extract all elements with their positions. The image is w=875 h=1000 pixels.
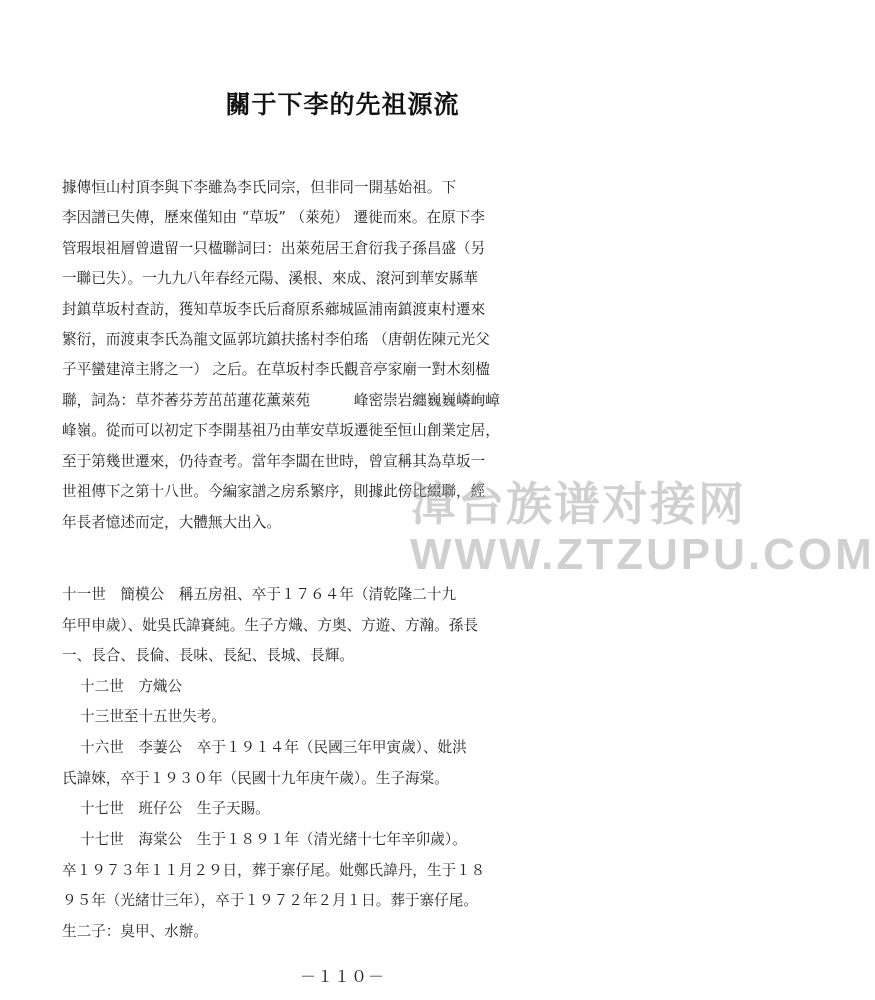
- paragraph-line: 李因譜已失傳，歷來僅知由 “草坂” （萊苑） 遷徙而來。在原下李: [62, 209, 485, 226]
- watermark-url-text: WWW.ZTZUPU.COM: [410, 530, 875, 579]
- paragraph-line: 峰嶺。從而可以初定下李開基祖乃由華安草坂遷徙至恒山創業定居，: [62, 422, 500, 439]
- genealogy-line: 生二子：臭甲、水辦。: [62, 923, 208, 940]
- genealogy-line: 年甲申歲）、妣吳氏諱賽純。生子方熾、方奥、方遊、方瀚。孫長: [62, 617, 478, 634]
- paragraph-line: 子平蠻建漳主將之一） 之后。在草坂村李氏觀音亭家廟一對木刻楹: [62, 361, 490, 378]
- paragraph-line: 據傳恒山村頂李與下李雖為李氏同宗，但非同一開基始祖。下: [62, 179, 457, 196]
- genealogy-line: 十六世 李萋公 卒于１９１４年（民國三年甲寅歲）、妣洪: [80, 739, 467, 756]
- genealogy-line: ９５年（光緒廿三年），卒于１９７２年２月１日。葬于寨仔尾。: [62, 892, 478, 909]
- paragraph-line: 繁衍，而渡東李氏為龍文區郭坑鎮扶搖村李伯瑤 （唐朝佐陳元光父: [62, 331, 490, 348]
- genealogy-line: 十七世 班仔公 生子天賜。: [80, 800, 270, 817]
- paragraph-line: 管瑕垠祖層曾遺留一只楹聯詞曰：出萊苑居王倉衍我子孫昌盛（另: [62, 240, 486, 257]
- page-title: 關于下李的先祖源流: [225, 90, 460, 119]
- paragraph-line: 世祖傳下之第十八世。今編家譜之房系繁序，則據此傍比綴聯，經: [62, 483, 486, 500]
- paragraph-line: 一聯已失）。一九九八年春经元陽、溪根、來成、滾河到華安縣華: [62, 270, 478, 287]
- genealogy-line: 十一世 簡模公 稱五房祖、卒于１７６４年（清乾隆二十九: [62, 586, 457, 603]
- page-number: －１１０－: [299, 967, 385, 986]
- genealogy-line: 十七世 海棠公 生于１８９１年（清光緒十七年辛卯歲）。: [80, 831, 467, 848]
- watermark-chinese-text: 漳台族谱对接网: [410, 477, 746, 531]
- genealogy-line: 十二世 方熾公: [80, 678, 183, 695]
- genealogy-line: 十三世至十五世失考。: [80, 708, 226, 725]
- paragraph-line: 至于第幾世遷來，仍待查考。當年李闆在世時，曾宣稱其為草坂一: [62, 453, 486, 470]
- paragraph-line: 年長者憶述而定，大體無大出入。: [62, 514, 281, 531]
- genealogy-line: 一、長合、長倫、長味、長紀、長城、長輝。: [62, 647, 354, 664]
- paragraph-line: 聯，詞為：草芥萫芬芳茁茁蓮花薰萊苑 峰密崇岩纏巍巍嶙峋嶂: [62, 392, 500, 409]
- genealogy-line: 氏諱婡，卒于１９３０年（民國十九年庚午歲）。生子海棠。: [62, 770, 449, 787]
- genealogy-line: 卒１９７３年１１月２９日，葬于寨仔尾。妣鄭氏諱丹，生于１８: [62, 862, 486, 879]
- paragraph-line: 封鎮草坂村查訪，獲知草坂李氏后裔原系薌城區浦南鎮渡東村遷來: [62, 301, 486, 318]
